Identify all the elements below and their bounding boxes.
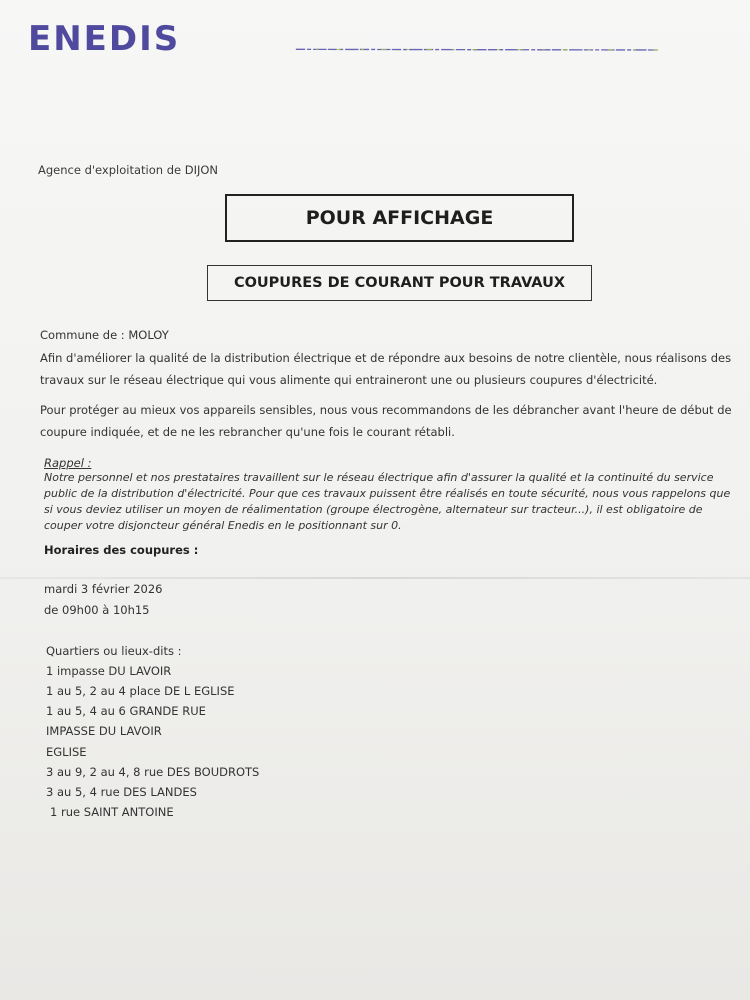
schedule-date: mardi 3 février 2026 xyxy=(44,582,163,596)
svg-text:ENEDIS: ENEDIS xyxy=(28,22,181,56)
title-pour-affichage: POUR AFFICHAGE xyxy=(225,194,574,242)
schedule-time: de 09h00 à 10h15 xyxy=(44,603,150,617)
location-item: 3 au 5, 4 rue DES LANDES xyxy=(46,785,197,799)
location-item: IMPASSE DU LAVOIR xyxy=(46,724,162,738)
location-item: 1 au 5, 4 au 6 GRANDE RUE xyxy=(46,704,206,718)
header-rule xyxy=(205,48,750,52)
location-item: EGLISE xyxy=(46,745,87,759)
rappel-text: Notre personnel et nos prestataires travaillent sur le réseau électrique afin d'assurer la qualité et la continuité du service public de la distribution d'électricité. Pour que ces travaux puissent être réalisés en toute sécurité, nous vous rappelons que si vous deviez utiliser un moyen de réalimentation (groupe électrogène, alternateur sur tracteur...), il est obligatoire de couper votre disjoncteur général Enedis en le positionnant sur 0. xyxy=(44,471,731,532)
location-item: 1 rue SAINT ANTOINE xyxy=(50,805,174,819)
locations-heading: Quartiers ou lieux-dits : xyxy=(46,644,182,658)
paragraph-protection: Pour protéger au mieux vos appareils sensibles, nous vous recommandons de les débrancher avant l'heure de début de coupure indiquée, et de ne les rebrancher qu'une fois le courant rétabli. xyxy=(40,403,732,439)
paragraph-intro: Afin d'améliorer la qualité de la distribution électrique et de répondre aux besoins de notre clientèle, nous réalisons des travaux sur le réseau électrique qui vous alimente qui entraineront une ou plusieurs coupures d'électricité. xyxy=(40,351,732,387)
enedis-logo xyxy=(28,22,193,62)
schedule-heading: Horaires des coupures : xyxy=(44,543,199,557)
location-item: 3 au 9, 2 au 4, 8 rue DES BOUDROTS xyxy=(46,765,260,779)
agency-name: Agence d'exploitation de DIJON xyxy=(38,163,219,177)
paper-fold xyxy=(0,577,750,579)
commune-label: Commune de : MOLOY xyxy=(40,328,169,342)
rappel-heading: Rappel : xyxy=(44,456,92,470)
title-coupures: COUPURES DE COURANT POUR TRAVAUX xyxy=(207,265,592,301)
location-item: 1 impasse DU LAVOIR xyxy=(46,664,172,678)
enedis-logo-mark xyxy=(28,22,193,56)
location-item: 1 au 5, 2 au 4 place DE L EGLISE xyxy=(46,684,235,698)
